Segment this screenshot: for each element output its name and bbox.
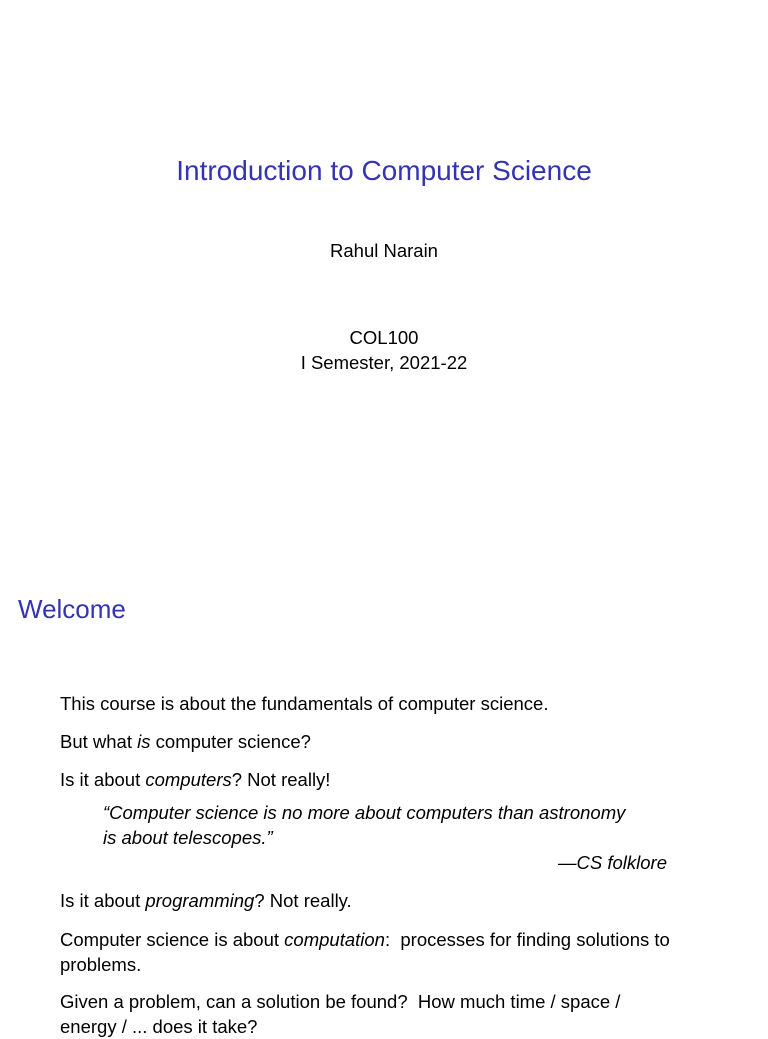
author-name: Rahul Narain: [330, 240, 438, 261]
question-computers: [60, 768, 330, 792]
emphasis-text: computers: [145, 769, 232, 790]
quote-line-1: “Computer science is no more about computers than astronomy: [103, 802, 626, 823]
title-slide: [0, 0, 768, 512]
question-programming: [60, 889, 352, 913]
text-segment: Is it about: [60, 890, 146, 911]
semester-label: I Semester, 2021-22: [300, 352, 468, 373]
question-resources-line-1: Given a problem, can a solution be found? How much time / space /: [60, 991, 621, 1012]
emphasis-text: computation: [284, 929, 385, 950]
intro-text: This course is about the fundamentals of computer science.: [60, 693, 549, 714]
text-segment: ? Not really!: [231, 769, 331, 790]
welcome-slide: [0, 512, 768, 1037]
text-segment: Computer science is about: [60, 929, 285, 950]
frame-title: Welcome: [18, 594, 126, 624]
quote-line-2: is about telescopes.”: [103, 827, 273, 848]
presentation-title: Introduction to Computer Science: [176, 155, 592, 186]
answer-computation: [60, 928, 670, 952]
quote-attribution: —CS folklore: [558, 852, 667, 873]
text-segment: : processes for finding solutions to: [384, 929, 670, 950]
course-code: COL100: [349, 327, 419, 348]
emphasis-text: is: [137, 731, 151, 752]
question-what-is-cs: [60, 730, 311, 754]
answer-computation-continued: problems.: [60, 954, 142, 975]
text-segment: But what: [60, 731, 138, 752]
text-segment: computer science?: [150, 731, 311, 752]
text-segment: Is it about: [60, 769, 146, 790]
question-resources-line-2: energy / ... does it take?: [60, 1016, 258, 1037]
text-segment: ? Not really.: [254, 890, 352, 911]
emphasis-text: programming: [145, 890, 255, 911]
